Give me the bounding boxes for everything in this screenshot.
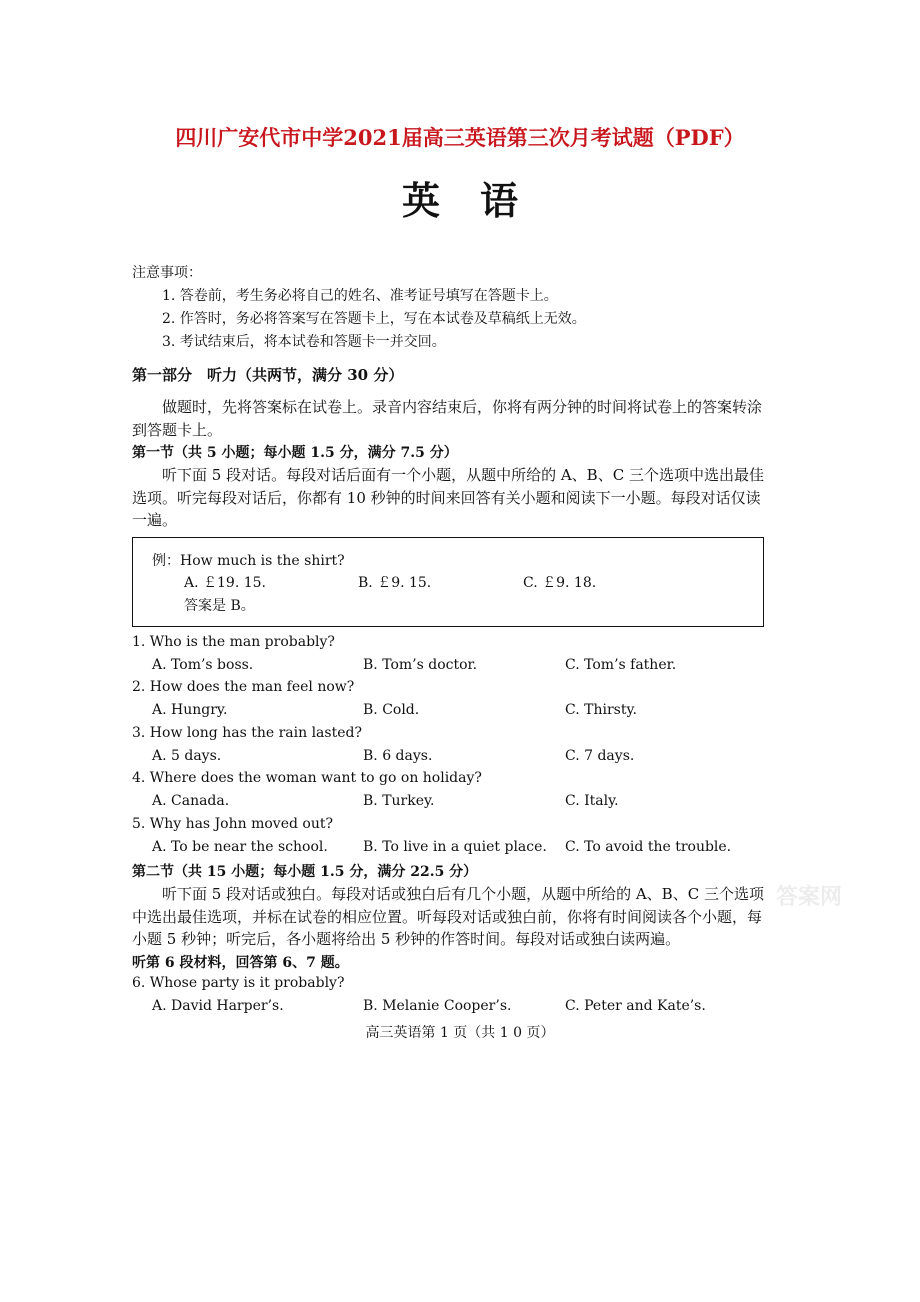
option-a: A. To be near the school. [152,839,328,855]
option-b: B. Cold. [363,702,420,718]
watermark: 答案网 [776,884,843,910]
example-question: 例：How much is the shirt? [152,553,345,569]
question-stem: 4. Where does the woman want to go on holiday? [132,770,482,786]
section2-intro: 听下面 5 段对话或独白。每段对话或独白后有几个小题，从题中所给的 A、B、C 三个选项中选出最佳选项，并标在试卷的相应位置。听每段对话或独白前，你将有时间阅读各个小题，每小题 5 秒钟；听完后，各小题将给出 5 秒钟的作答时间。每段对话或独白读两遍。 [132,885,764,948]
example-option-a: A. ￡19. 15. [184,575,266,591]
option-a: A. 5 days. [152,748,222,764]
notice-item: 2. 作答时，务必将答案写在答题卡上，写在本试卷及草稿纸上无效。 [162,311,586,327]
option-b: B. Turkey. [363,793,435,809]
part1-heading: 第一部分 听力（共两节，满分 30 分） [132,366,404,384]
option-c: C. Thirsty. [565,702,637,718]
question-stem: 2. How does the man feel now? [132,679,355,695]
option-b: B. Tom’s doctor. [363,657,478,673]
question-stem: 3. How long has the rain lasted? [132,725,362,741]
option-a: A. Canada. [152,793,230,809]
question-stem: 1. Who is the man probably? [132,634,335,650]
section2-heading: 第二节（共 15 小题；每小题 1.5 分，满分 22.5 分） [132,864,478,880]
option-a: A. Hungry. [152,702,228,718]
option-c: C. To avoid the trouble. [565,839,732,855]
option-a: A. Tom’s boss. [152,657,254,673]
example-answer: 答案是 B。 [184,598,255,614]
page-footer: 高三英语第 1 页（共 1 0 页） [365,1025,555,1041]
question-stem: 6. Whose party is it probably? [132,975,345,991]
option-c: C. Tom’s father. [565,657,677,673]
section1-heading: 第一节（共 5 小题；每小题 1.5 分，满分 7.5 分） [132,445,458,461]
notice-heading: 注意事项： [132,265,202,281]
option-a: A. David Harper’s. [152,998,284,1014]
option-b: B. 6 days. [363,748,433,764]
subject-heading: 英语 [401,178,558,223]
notice-item: 1. 答卷前，考生务必将自己的姓名、准考证号填写在答题卡上。 [162,288,558,304]
option-b: B. To live in a quiet place. [363,839,547,855]
option-c: C. Italy. [565,793,619,809]
example-option-b: B. ￡9. 15. [358,575,432,591]
question-stem: 5. Why has John moved out? [132,816,333,832]
option-c: C. 7 days. [565,748,635,764]
option-b: B. Melanie Cooper’s. [363,998,512,1014]
notice-item: 3. 考试结束后，将本试卷和答题卡一并交回。 [162,334,446,350]
option-c: C. Peter and Kate’s. [565,998,706,1014]
material-heading: 听第 6 段材料，回答第 6、7 题。 [132,955,349,971]
part1-intro: 做题时，先将答案标在试卷上。录音内容结束后，你将有两分钟的时间将试卷上的答案转涂到答题卡上。 [132,398,763,439]
section1-intro: 听下面 5 段对话。每段对话后面有一个小题，从题中所给的 A、B、C 三个选项中选出最佳选项。听完每段对话后，你都有 10 秒钟的时间来回答有关小题和阅读下一小题。每段对话仅读一遍。 [132,466,764,529]
document-title: 四川广安代市中学2021届高三英语第三次月考试题（PDF） [175,125,745,150]
example-option-c: C. ￡9. 18. [523,575,597,591]
